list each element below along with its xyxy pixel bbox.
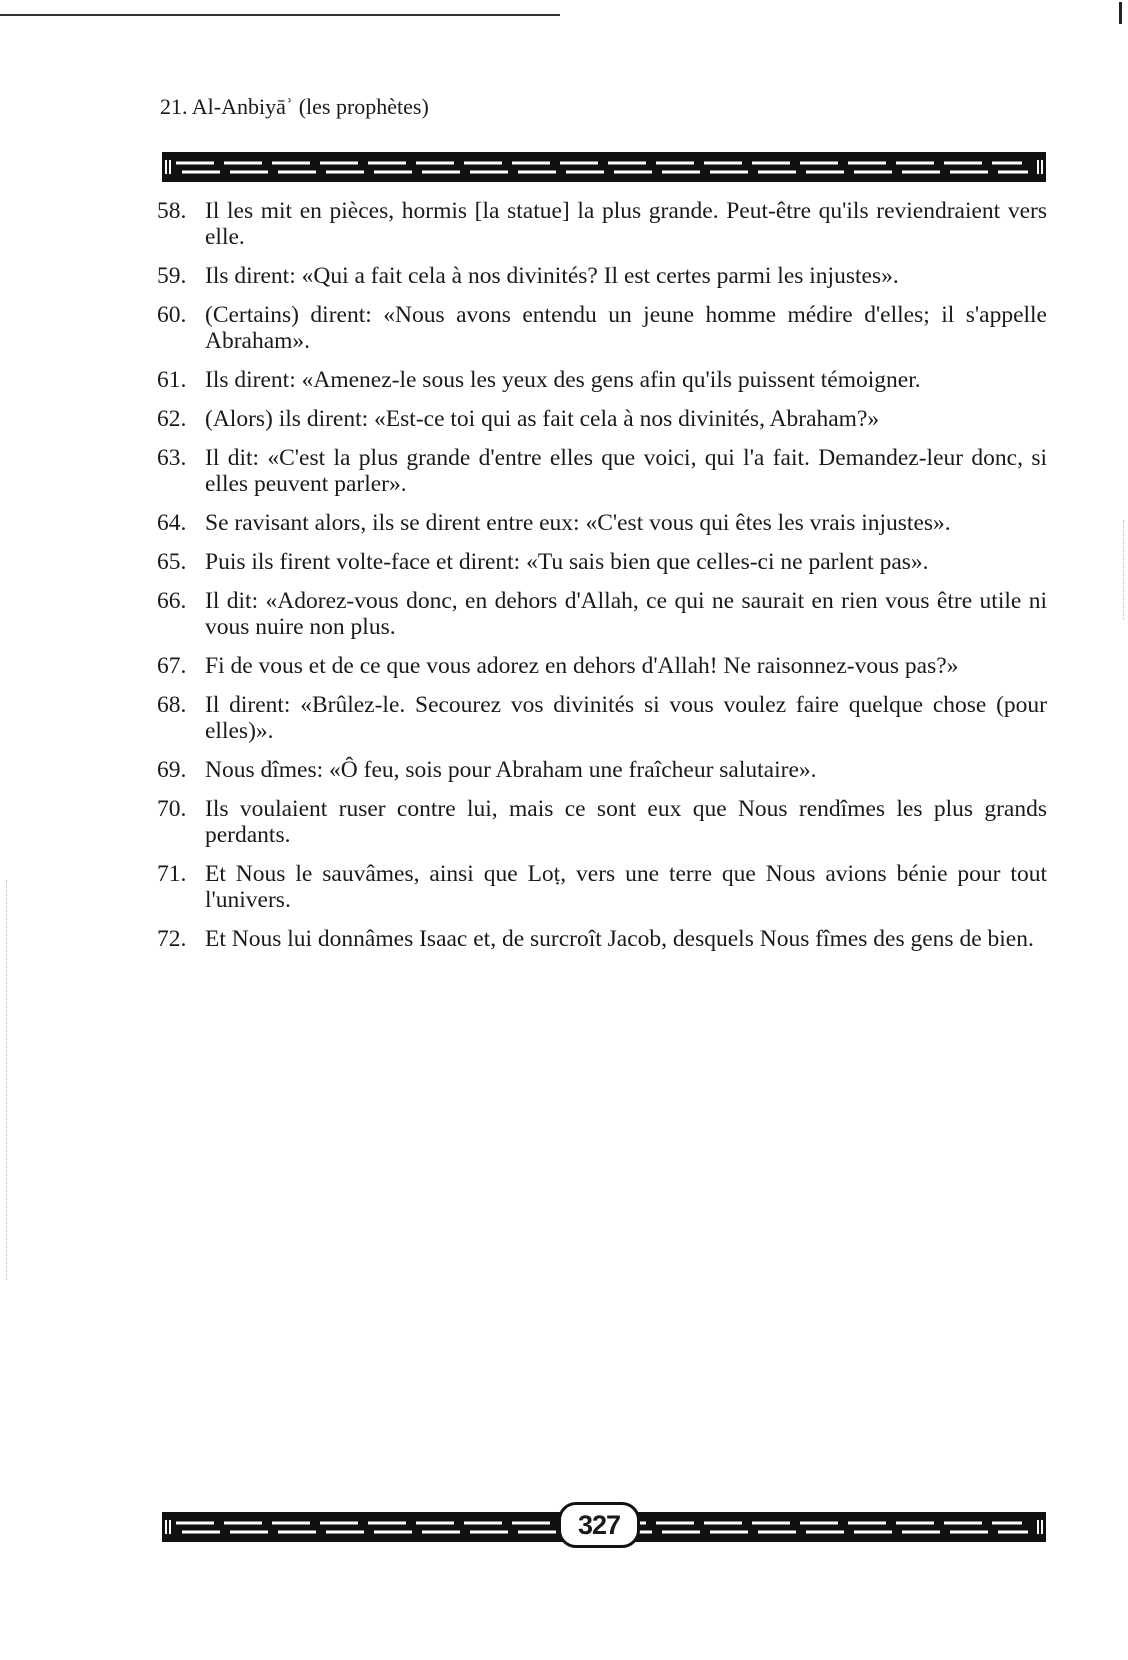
verse-text: Il dit: «C'est la plus grande d'entre elles que voici, qui l'a fait. Demandez-leur donc, si elles peuvent parler».	[205, 445, 1047, 497]
verse-number: 71.	[157, 861, 187, 887]
verse-text: Ils voulaient ruser contre lui, mais ce sont eux que Nous rendîmes les plus grands perdants.	[205, 796, 1047, 848]
verse-number: 68.	[157, 692, 187, 718]
verse-text: Ils dirent: «Amenez-le sous les yeux des gens afin qu'ils puissent témoigner.	[205, 367, 921, 393]
verse-number: 72.	[157, 926, 187, 952]
verse-item	[157, 653, 1047, 679]
verse-text: Se ravisant alors, ils se dirent entre eux: «C'est vous qui êtes les vrais injustes».	[205, 510, 951, 536]
surah-header: 21. Al-Anbiyāʾ (les prophètes)	[160, 94, 429, 119]
verse-item	[157, 588, 1047, 640]
verse-text: Et Nous le sauvâmes, ainsi que Loṭ, vers une terre que Nous avions bénie pour tout l'univers.	[205, 861, 1047, 913]
verse-item	[157, 367, 1047, 393]
verse-item	[157, 406, 1047, 432]
top-rule	[0, 14, 560, 16]
verse-item	[157, 692, 1047, 744]
verse-text: Nous dîmes: «Ô feu, sois pour Abraham une fraîcheur salutaire».	[205, 757, 817, 783]
verse-number: 65.	[157, 549, 187, 575]
verse-item	[157, 926, 1047, 952]
verse-number: 61.	[157, 367, 187, 393]
verse-item	[157, 796, 1047, 848]
decorative-border-top	[162, 152, 1046, 182]
verse-text: Il dirent: «Brûlez-le. Secourez vos divinités si vous voulez faire quelque chose (pour elles)».	[205, 692, 1047, 744]
verse-number: 60.	[157, 302, 187, 328]
verse-text: Il dit: «Adorez-vous donc, en dehors d'Allah, ce qui ne saurait en rien vous être utile ni vous nuire non plus.	[205, 588, 1047, 640]
page-number: 327	[558, 1502, 640, 1548]
verse-number: 67.	[157, 653, 187, 679]
verse-number: 62.	[157, 406, 187, 432]
verse-text: (Certains) dirent: «Nous avons entendu un jeune homme médire d'elles; il s'appelle Abraham».	[205, 302, 1047, 354]
margin-dots-left	[6, 880, 7, 1280]
verse-item	[157, 549, 1047, 575]
corner-mark	[1119, 2, 1122, 24]
verse-text: (Alors) ils dirent: «Est-ce toi qui as fait cela à nos divinités, Abraham?»	[205, 406, 880, 432]
verse-text: Fi de vous et de ce que vous adorez en dehors d'Allah! Ne raisonnez-vous pas?»	[205, 653, 959, 679]
verse-item	[157, 510, 1047, 536]
verse-item	[157, 445, 1047, 497]
verse-number: 66.	[157, 588, 187, 614]
verse-number: 58.	[157, 198, 187, 224]
verse-text: Puis ils firent volte-face et dirent: «Tu sais bien que celles-ci ne parlent pas».	[205, 549, 929, 575]
verse-number: 63.	[157, 445, 187, 471]
verse-item	[157, 757, 1047, 783]
verse-item	[157, 198, 1047, 250]
verse-text: Et Nous lui donnâmes Isaac et, de surcroît Jacob, desquels Nous fîmes des gens de bien.	[205, 926, 1034, 952]
margin-dots-right	[1123, 520, 1124, 620]
verse-item	[157, 302, 1047, 354]
verse-item	[157, 861, 1047, 913]
verse-number: 64.	[157, 510, 187, 536]
verse-item	[157, 263, 1047, 289]
verse-number: 69.	[157, 757, 187, 783]
verse-text: Ils dirent: «Qui a fait cela à nos divinités? Il est certes parmi les injustes».	[205, 263, 899, 289]
verse-number: 59.	[157, 263, 187, 289]
verse-list	[157, 198, 1047, 965]
verse-text: Il les mit en pièces, hormis [la statue] la plus grande. Peut-être qu'ils reviendraient vers elle.	[205, 198, 1047, 250]
verse-number: 70.	[157, 796, 187, 822]
